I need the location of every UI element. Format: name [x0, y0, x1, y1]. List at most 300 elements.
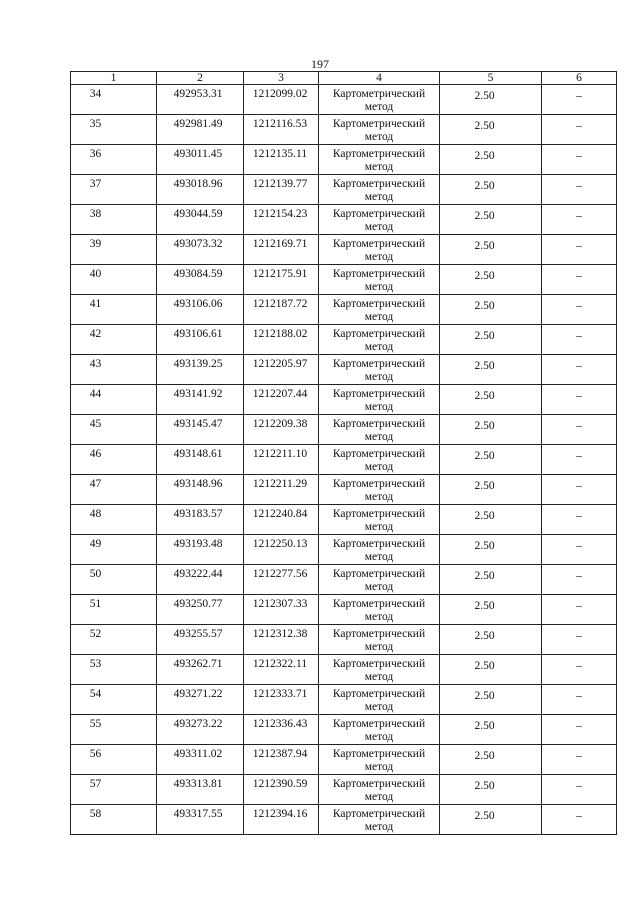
accuracy-cell-text: 2.50 [474, 480, 495, 492]
note-cell-text: – [576, 480, 582, 492]
table-row [71, 685, 617, 715]
method-line-2: метод [364, 341, 394, 353]
table-row [71, 625, 617, 655]
coordinate-y-cell-text: 1212116.53 [252, 118, 308, 130]
point-number-cell [71, 535, 157, 565]
column-header-3: 3 [244, 72, 319, 85]
method-line-2: метод [364, 281, 394, 293]
coordinate-x-cell [157, 175, 244, 205]
method-line-1: Картометрический [332, 418, 426, 430]
table-row [71, 175, 617, 205]
method-line-2: метод [364, 251, 394, 263]
coordinate-x-cell [157, 115, 244, 145]
coordinate-y-cell [244, 175, 319, 205]
coordinate-y-cell-text: 1212205.97 [252, 358, 308, 370]
accuracy-cell [440, 115, 542, 145]
note-cell-text: – [576, 810, 582, 822]
table-row [71, 205, 617, 235]
coordinate-y-cell [244, 85, 319, 115]
accuracy-cell-text: 2.50 [474, 300, 495, 312]
accuracy-cell-text: 2.50 [474, 150, 495, 162]
accuracy-cell [440, 565, 542, 595]
method-cell [319, 475, 440, 505]
method-line-1: Картометрический [332, 148, 426, 160]
coordinate-y-cell [244, 535, 319, 565]
accuracy-cell-text: 2.50 [474, 780, 495, 792]
point-number-cell-text: 51 [89, 598, 102, 610]
method-line-1: Картометрический [332, 748, 426, 760]
point-number-cell [71, 505, 157, 535]
note-cell-text: – [576, 150, 582, 162]
note-cell-text: – [576, 210, 582, 222]
method-line-2: метод [364, 521, 394, 533]
method-cell [319, 805, 440, 835]
accuracy-cell-text: 2.50 [474, 600, 495, 612]
note-cell [542, 415, 617, 445]
accuracy-cell [440, 745, 542, 775]
point-number-cell [71, 385, 157, 415]
coordinate-x-cell [157, 685, 244, 715]
coordinate-y-cell [244, 355, 319, 385]
coordinate-x-cell-text: 492953.31 [173, 88, 223, 100]
method-cell [319, 685, 440, 715]
method-line-2: метод [364, 791, 394, 803]
method-line-1: Картометрический [332, 808, 426, 820]
point-number-cell-text: 46 [89, 448, 102, 460]
coordinate-y-cell [244, 205, 319, 235]
coordinate-y-cell-text: 1212312.38 [252, 628, 308, 640]
method-line-1: Картометрический [332, 718, 426, 730]
coordinate-y-cell-text: 1212394.16 [252, 808, 308, 820]
point-number-cell [71, 715, 157, 745]
accuracy-cell [440, 415, 542, 445]
method-cell [319, 655, 440, 685]
method-line-2: метод [364, 101, 394, 113]
method-line-1: Картометрический [332, 538, 426, 550]
accuracy-cell-text: 2.50 [474, 360, 495, 372]
method-cell [319, 115, 440, 145]
table-row [71, 745, 617, 775]
method-line-2: метод [364, 491, 394, 503]
table-row [71, 385, 617, 415]
note-cell-text: – [576, 90, 582, 102]
point-number-cell-text: 57 [89, 778, 102, 790]
method-line-1: Картометрический [332, 178, 426, 190]
method-line-1: Картометрический [332, 778, 426, 790]
coordinate-y-cell-text: 1212175.91 [252, 268, 308, 280]
coordinate-y-cell [244, 115, 319, 145]
point-number-cell-text: 47 [89, 478, 102, 490]
note-cell-text: – [576, 570, 582, 582]
method-line-2: метод [364, 191, 394, 203]
point-number-cell-text: 42 [89, 328, 102, 340]
note-cell-text: – [576, 300, 582, 312]
coordinate-y-cell-text: 1212250.13 [252, 538, 308, 550]
coordinate-x-cell-text: 493273.22 [173, 718, 223, 730]
note-cell [542, 445, 617, 475]
coordinate-y-cell-text: 1212209.38 [252, 418, 308, 430]
method-cell [319, 235, 440, 265]
method-line-2: метод [364, 221, 394, 233]
coordinate-y-cell-text: 1212188.02 [252, 328, 308, 340]
note-cell [542, 265, 617, 295]
note-cell [542, 175, 617, 205]
coordinate-x-cell-text: 493106.61 [173, 328, 223, 340]
coordinate-y-cell [244, 415, 319, 445]
point-number-cell-text: 56 [89, 748, 102, 760]
coordinate-x-cell [157, 775, 244, 805]
note-cell [542, 565, 617, 595]
coordinate-x-cell [157, 325, 244, 355]
coordinate-y-cell-text: 1212322.11 [252, 658, 308, 670]
coordinate-x-cell-text: 493250.77 [173, 598, 223, 610]
point-number-cell [71, 775, 157, 805]
coordinate-x-cell-text: 493145.47 [173, 418, 223, 430]
coordinate-y-cell-text: 1212135.11 [252, 148, 308, 160]
coordinate-x-cell-text: 493141.92 [173, 388, 223, 400]
coordinate-x-cell [157, 595, 244, 625]
coordinate-x-cell [157, 355, 244, 385]
note-cell [542, 475, 617, 505]
column-header-4: 4 [319, 72, 440, 85]
point-number-cell [71, 295, 157, 325]
point-number-cell-text: 45 [89, 418, 102, 430]
accuracy-cell [440, 775, 542, 805]
accuracy-cell-text: 2.50 [474, 390, 495, 402]
point-number-cell [71, 235, 157, 265]
accuracy-cell-text: 2.50 [474, 210, 495, 222]
point-number-cell-text: 58 [89, 808, 102, 820]
column-header-6: 6 [542, 72, 617, 85]
table-row [71, 535, 617, 565]
coordinate-y-cell [244, 805, 319, 835]
coordinate-x-cell [157, 505, 244, 535]
coordinate-y-cell [244, 595, 319, 625]
method-cell [319, 595, 440, 625]
method-line-1: Картометрический [332, 238, 426, 250]
table-row [71, 235, 617, 265]
accuracy-cell [440, 595, 542, 625]
accuracy-cell [440, 355, 542, 385]
note-cell [542, 115, 617, 145]
coordinate-y-cell [244, 325, 319, 355]
point-number-cell [71, 565, 157, 595]
accuracy-cell [440, 715, 542, 745]
method-cell [319, 565, 440, 595]
point-number-cell [71, 205, 157, 235]
note-cell [542, 805, 617, 835]
method-line-2: метод [364, 131, 394, 143]
coordinate-y-cell [244, 625, 319, 655]
note-cell [542, 745, 617, 775]
point-number-cell [71, 415, 157, 445]
accuracy-cell-text: 2.50 [474, 540, 495, 552]
column-header-2: 2 [157, 72, 244, 85]
method-line-1: Картометрический [332, 208, 426, 220]
point-number-cell [71, 805, 157, 835]
accuracy-cell [440, 205, 542, 235]
coordinate-y-cell [244, 475, 319, 505]
point-number-cell-text: 50 [89, 568, 102, 580]
note-cell-text: – [576, 630, 582, 642]
coordinate-x-cell [157, 535, 244, 565]
point-number-cell [71, 355, 157, 385]
point-number-cell [71, 145, 157, 175]
note-cell-text: – [576, 600, 582, 612]
method-line-1: Картометрический [332, 568, 426, 580]
method-line-1: Картометрический [332, 118, 426, 130]
method-line-2: метод [364, 821, 394, 833]
accuracy-cell [440, 655, 542, 685]
coordinate-y-cell [244, 565, 319, 595]
note-cell [542, 355, 617, 385]
method-line-2: метод [364, 311, 394, 323]
point-number-cell-text: 41 [89, 298, 102, 310]
accuracy-cell [440, 505, 542, 535]
accuracy-cell [440, 265, 542, 295]
coordinate-y-cell [244, 445, 319, 475]
method-cell [319, 775, 440, 805]
method-line-1: Картометрический [332, 268, 426, 280]
method-cell [319, 85, 440, 115]
accuracy-cell [440, 535, 542, 565]
coordinate-x-cell-text: 493193.48 [173, 538, 223, 550]
point-number-cell [71, 625, 157, 655]
coordinate-x-cell-text: 493222.44 [173, 568, 223, 580]
note-cell [542, 325, 617, 355]
method-cell [319, 415, 440, 445]
method-line-2: метод [364, 431, 394, 443]
table-row [71, 325, 617, 355]
coordinate-x-cell [157, 235, 244, 265]
accuracy-cell-text: 2.50 [474, 810, 495, 822]
point-number-cell-text: 40 [89, 268, 102, 280]
table-header-row [71, 72, 617, 85]
coordinate-x-cell [157, 565, 244, 595]
method-line-1: Картометрический [332, 508, 426, 520]
table-row [71, 775, 617, 805]
point-number-cell-text: 35 [89, 118, 102, 130]
method-line-1: Картометрический [332, 388, 426, 400]
method-line-2: метод [364, 671, 394, 683]
point-number-cell [71, 325, 157, 355]
method-line-2: метод [364, 611, 394, 623]
coordinate-x-cell-text: 493148.96 [173, 478, 223, 490]
table-row [71, 715, 617, 745]
method-line-1: Картометрический [332, 658, 426, 670]
coordinate-x-cell [157, 715, 244, 745]
note-cell-text: – [576, 180, 582, 192]
note-cell [542, 505, 617, 535]
table-row [71, 445, 617, 475]
method-cell [319, 205, 440, 235]
note-cell-text: – [576, 720, 582, 732]
accuracy-cell-text: 2.50 [474, 240, 495, 252]
point-number-cell-text: 38 [89, 208, 102, 220]
accuracy-cell [440, 475, 542, 505]
table-row [71, 505, 617, 535]
accuracy-cell [440, 805, 542, 835]
note-cell [542, 85, 617, 115]
coordinate-x-cell [157, 265, 244, 295]
table-row [71, 415, 617, 445]
coordinate-y-cell [244, 385, 319, 415]
accuracy-cell [440, 685, 542, 715]
note-cell [542, 235, 617, 265]
coordinate-x-cell [157, 85, 244, 115]
coordinate-y-cell [244, 145, 319, 175]
note-cell [542, 535, 617, 565]
coordinate-y-cell [244, 715, 319, 745]
table-row [71, 85, 617, 115]
coordinate-x-cell-text: 493044.59 [173, 208, 223, 220]
coordinate-y-cell-text: 1212387.94 [252, 748, 308, 760]
accuracy-cell [440, 145, 542, 175]
coordinate-y-cell-text: 1212277.56 [252, 568, 308, 580]
method-line-2: метод [364, 401, 394, 413]
point-number-cell [71, 475, 157, 505]
method-line-1: Картометрический [332, 328, 426, 340]
coordinate-y-cell [244, 775, 319, 805]
coordinate-y-cell [244, 265, 319, 295]
table-row [71, 265, 617, 295]
point-number-cell-text: 44 [89, 388, 102, 400]
note-cell-text: – [576, 240, 582, 252]
note-cell [542, 295, 617, 325]
coordinate-y-cell [244, 685, 319, 715]
table-row [71, 655, 617, 685]
accuracy-cell-text: 2.50 [474, 720, 495, 732]
coordinate-y-cell [244, 655, 319, 685]
accuracy-cell-text: 2.50 [474, 750, 495, 762]
accuracy-cell-text: 2.50 [474, 420, 495, 432]
table-row [71, 475, 617, 505]
coordinate-x-cell [157, 145, 244, 175]
coordinate-y-cell-text: 1212307.33 [252, 598, 308, 610]
point-number-cell-text: 43 [89, 358, 102, 370]
point-number-cell-text: 53 [89, 658, 102, 670]
accuracy-cell [440, 235, 542, 265]
method-cell [319, 265, 440, 295]
coordinates-table [70, 71, 617, 835]
coordinate-x-cell [157, 295, 244, 325]
coordinate-y-cell-text: 1212390.59 [252, 778, 308, 790]
coordinate-x-cell-text: 493011.45 [173, 148, 223, 160]
coordinate-y-cell [244, 295, 319, 325]
coordinate-x-cell [157, 445, 244, 475]
method-line-1: Картометрический [332, 598, 426, 610]
method-line-1: Картометрический [332, 478, 426, 490]
point-number-cell [71, 685, 157, 715]
point-number-cell-text: 52 [89, 628, 102, 640]
method-line-2: метод [364, 761, 394, 773]
method-line-2: метод [364, 581, 394, 593]
coordinate-x-cell-text: 493262.71 [173, 658, 223, 670]
accuracy-cell-text: 2.50 [474, 90, 495, 102]
note-cell-text: – [576, 540, 582, 552]
method-line-1: Картометрический [332, 448, 426, 460]
note-cell-text: – [576, 780, 582, 792]
table-body [71, 72, 617, 835]
point-number-cell-text: 49 [89, 538, 102, 550]
method-cell [319, 505, 440, 535]
coordinate-y-cell [244, 505, 319, 535]
point-number-cell-text: 36 [89, 148, 102, 160]
note-cell-text: – [576, 660, 582, 672]
coordinate-x-cell [157, 415, 244, 445]
coordinate-y-cell-text: 1212169.71 [252, 238, 308, 250]
coordinate-x-cell [157, 205, 244, 235]
point-number-cell-text: 37 [89, 178, 102, 190]
coordinate-x-cell-text: 493311.02 [173, 748, 223, 760]
coordinate-y-cell-text: 1212211.10 [252, 448, 308, 460]
accuracy-cell-text: 2.50 [474, 180, 495, 192]
note-cell [542, 385, 617, 415]
coordinate-y-cell [244, 745, 319, 775]
point-number-cell-text: 55 [89, 718, 102, 730]
coordinate-y-cell-text: 1212240.84 [252, 508, 308, 520]
method-cell [319, 445, 440, 475]
coordinate-x-cell-text: 493018.96 [173, 178, 223, 190]
table-row [71, 595, 617, 625]
note-cell-text: – [576, 390, 582, 402]
accuracy-cell-text: 2.50 [474, 660, 495, 672]
method-line-2: метод [364, 551, 394, 563]
note-cell [542, 715, 617, 745]
coordinate-x-cell-text: 493084.59 [173, 268, 223, 280]
point-number-cell-text: 34 [89, 88, 102, 100]
coordinate-y-cell-text: 1212099.02 [252, 88, 308, 100]
coordinate-x-cell-text: 493255.57 [173, 628, 223, 640]
accuracy-cell-text: 2.50 [474, 120, 495, 132]
table-row [71, 115, 617, 145]
method-line-2: метод [364, 701, 394, 713]
accuracy-cell-text: 2.50 [474, 450, 495, 462]
coordinate-x-cell-text: 493313.81 [173, 778, 223, 790]
method-line-2: метод [364, 641, 394, 653]
method-line-1: Картометрический [332, 88, 426, 100]
point-number-cell [71, 445, 157, 475]
method-cell [319, 715, 440, 745]
point-number-cell [71, 85, 157, 115]
method-line-2: метод [364, 731, 394, 743]
method-cell [319, 355, 440, 385]
accuracy-cell [440, 85, 542, 115]
method-line-1: Картометрический [332, 298, 426, 310]
point-number-cell [71, 745, 157, 775]
accuracy-cell [440, 175, 542, 205]
method-line-2: метод [364, 461, 394, 473]
accuracy-cell-text: 2.50 [474, 570, 495, 582]
note-cell-text: – [576, 750, 582, 762]
note-cell [542, 685, 617, 715]
method-line-2: метод [364, 161, 394, 173]
coordinate-y-cell-text: 1212211.29 [252, 478, 308, 490]
accuracy-cell-text: 2.50 [474, 270, 495, 282]
note-cell [542, 775, 617, 805]
table-row [71, 355, 617, 385]
point-number-cell [71, 175, 157, 205]
note-cell-text: – [576, 270, 582, 282]
accuracy-cell [440, 385, 542, 415]
coordinate-x-cell-text: 492981.49 [173, 118, 223, 130]
note-cell [542, 145, 617, 175]
accuracy-cell-text: 2.50 [474, 510, 495, 522]
note-cell [542, 205, 617, 235]
accuracy-cell [440, 295, 542, 325]
column-header-1: 1 [71, 72, 157, 85]
note-cell [542, 655, 617, 685]
